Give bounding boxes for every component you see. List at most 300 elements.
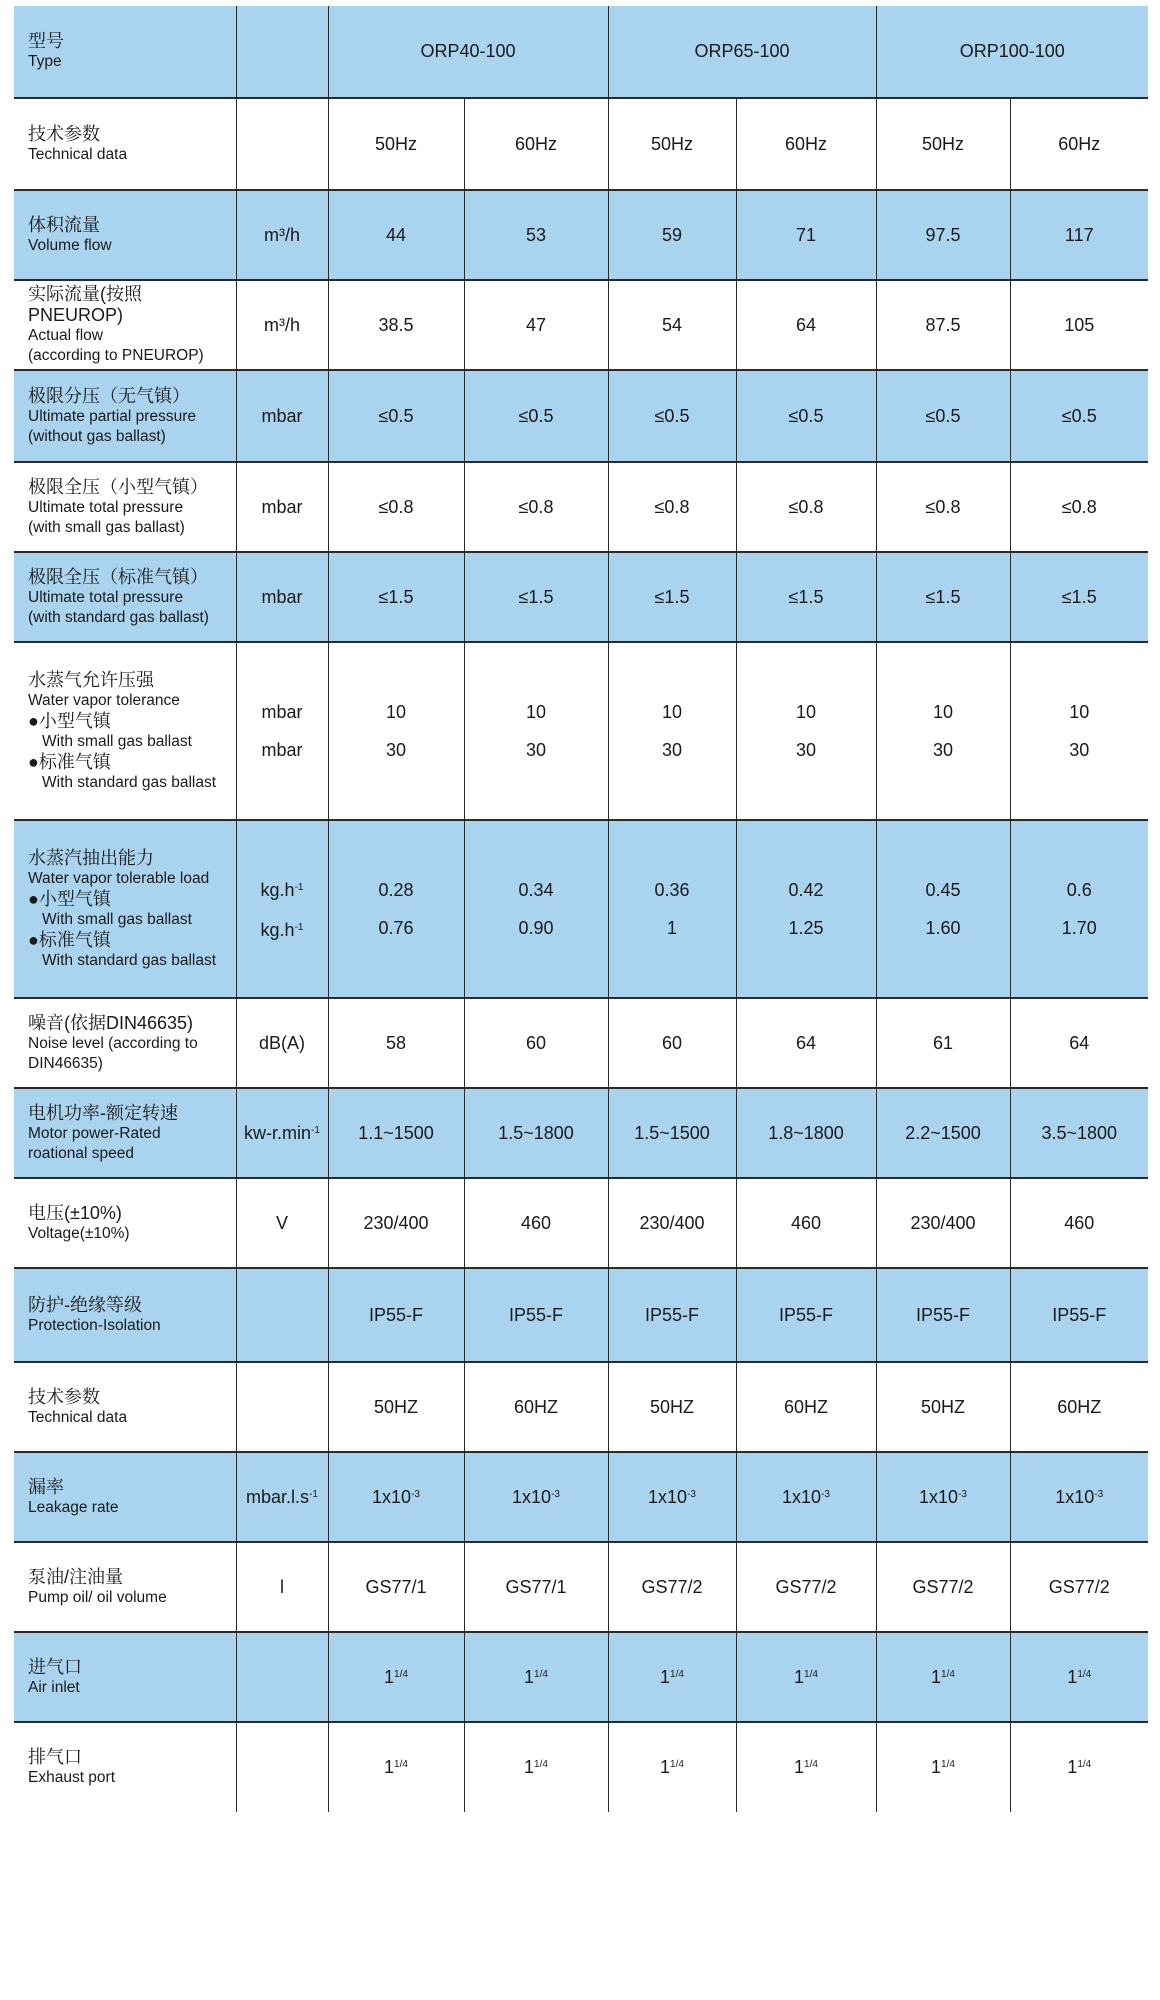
protection-label-zh: 防护-绝缘等级 [28, 1294, 142, 1315]
exhaust-value-cell [608, 1722, 736, 1812]
exhaust-value-exponent: 1/4 [804, 1759, 818, 1770]
protection-value-cell [876, 1268, 1010, 1362]
partial-unit-cell [236, 370, 328, 462]
vapor_tolerance-small-value: 10 [661, 702, 683, 722]
oil-unit: l [280, 1576, 284, 1597]
vapor_load-standard-value: 1.25 [788, 918, 824, 938]
total_std-value-cell [1010, 552, 1148, 642]
tech1-value-cell [1010, 98, 1148, 190]
motor-value: 1.5~1500 [634, 1122, 710, 1143]
total_std-label-en: Ultimate total pressure [28, 588, 184, 606]
motor-value: 1.8~1800 [768, 1122, 844, 1143]
inlet-value-exponent: 1/4 [534, 1668, 548, 1680]
vapor_tolerance-label-zh: 水蒸气允许压强 [28, 669, 154, 690]
leak-value-cell [464, 1452, 608, 1542]
total_std-value-cell [736, 552, 876, 642]
tech2-value: 50HZ [649, 1396, 694, 1417]
total_small-value: ≤0.8 [654, 496, 690, 517]
total_std-value-cell [328, 552, 464, 642]
vapor_load-label-zh: 水蒸汽抽出能力 [28, 847, 154, 868]
exhaust-label-en: Exhaust port [28, 1769, 116, 1786]
volume-value: 59 [661, 224, 683, 245]
total_small-value-cell [464, 462, 608, 552]
voltage-value: 230/400 [910, 1212, 976, 1233]
vapor_tolerance-value-cell [1010, 642, 1148, 820]
exhaust-value-cell [328, 1722, 464, 1812]
actual-value-cell [608, 280, 736, 370]
vapor_tolerance-standard-value: 30 [661, 740, 683, 760]
volume-value-cell [464, 190, 608, 280]
vapor_tolerance-value-cell [876, 642, 1010, 820]
vapor_load-value-cell [328, 820, 464, 998]
volume-unit: m³/h [264, 224, 300, 245]
voltage-value-cell [464, 1178, 608, 1268]
vapor_load-value-cell [464, 820, 608, 998]
protection-value: IP55-F [1052, 1304, 1107, 1325]
motor-unit: kw-r.min [244, 1122, 312, 1143]
vapor_load-value-cell [876, 820, 1010, 998]
oil-label-cell [14, 1542, 236, 1632]
vapor_load-unit-small [237, 869, 328, 909]
volume-label-cell [14, 190, 236, 280]
exhaust-value-cell [876, 1722, 1010, 1812]
protection-value-cell [736, 1268, 876, 1362]
vapor_tolerance-small-value: 10 [525, 702, 547, 722]
motor-value: 2.2~1500 [905, 1122, 981, 1143]
partial-value: ≤0.5 [378, 405, 414, 426]
vapor_load-standard-ballast-zh: ●标准气镇 [28, 929, 111, 950]
voltage-value: 460 [790, 1212, 822, 1233]
tech2-row [14, 1362, 1148, 1452]
leak-value: 1x10 [648, 1486, 688, 1507]
total_std-value: ≤1.5 [925, 586, 961, 607]
vapor_load-value-cell [1010, 820, 1148, 998]
oil-value-cell [736, 1542, 876, 1632]
noise-label-zh: 噪音(依据DIN46635) [28, 1012, 194, 1033]
total_std-row [14, 552, 1148, 642]
inlet-label-zh: 进气口 [28, 1656, 82, 1677]
protection-value: IP55-F [915, 1304, 971, 1325]
vapor_tolerance-value-cell [328, 642, 464, 820]
noise-unit: dB(A) [258, 1032, 305, 1053]
leak-unit: mbar.l.s [246, 1486, 310, 1507]
total_std-label-en: (with standard gas ballast) [28, 608, 209, 626]
protection-row [14, 1268, 1148, 1362]
tech2-value-cell [876, 1362, 1010, 1452]
exhaust-value-exponent: 1/4 [534, 1759, 548, 1770]
motor-value-cell [608, 1088, 736, 1178]
type-label-cell [14, 6, 236, 98]
partial-row [14, 370, 1148, 462]
actual-value: 38.5 [378, 314, 414, 335]
vapor_load-standard-value: 1.70 [1061, 918, 1097, 938]
volume-value: 44 [385, 224, 407, 245]
motor-label-en: roational speed [28, 1144, 134, 1162]
total_small-unit: mbar [261, 496, 303, 517]
vapor_tolerance-unit-standard [237, 731, 328, 769]
total_small-value-cell [1010, 462, 1148, 552]
vapor_tolerance-value-cell [464, 642, 608, 820]
vapor_load-standard-value: 0.90 [518, 918, 554, 938]
protection-label-cell [14, 1268, 236, 1362]
total_small-label-en: (with small gas ballast) [28, 518, 185, 536]
volume-label-zh: 体积流量 [28, 214, 100, 235]
total_std-value: ≤1.5 [1061, 586, 1097, 607]
protection-value-cell [328, 1268, 464, 1362]
leak-label-zh: 漏率 [28, 1476, 64, 1497]
vapor_load-small-value: 0.45 [925, 880, 961, 900]
actual-label-en: (according to PNEUROP) [28, 347, 204, 364]
leak-value: 1x10 [512, 1486, 552, 1507]
inlet-value: 1 [524, 1666, 535, 1687]
motor-value-cell [1010, 1088, 1148, 1178]
spec-table [14, 6, 1148, 1812]
vapor_tolerance-standard-value: 30 [1069, 740, 1090, 760]
inlet-value-cell [736, 1632, 876, 1722]
leak-value-cell [1010, 1452, 1148, 1542]
partial-value-cell [608, 370, 736, 462]
total_std-value: ≤1.5 [518, 586, 554, 607]
vapor_load-small-value: 0.42 [788, 880, 824, 900]
actual-value-cell [464, 280, 608, 370]
vapor_load-small-value: 0.28 [378, 880, 414, 900]
vapor_load-unit-exponent: -1 [294, 922, 304, 933]
motor-value: 3.5~1800 [1041, 1122, 1118, 1143]
motor-value-cell [876, 1088, 1010, 1178]
exhaust-value: 1 [794, 1757, 805, 1777]
vapor_tolerance-small-ballast-zh: ●小型气镇 [28, 710, 111, 731]
actual-value: 87.5 [925, 314, 961, 335]
volume-value: 117 [1064, 224, 1094, 245]
oil-value-cell [328, 1542, 464, 1632]
voltage-label-zh: 电压(±10%) [28, 1202, 122, 1223]
inlet-value: 1 [1067, 1666, 1078, 1687]
leak-value-cell [736, 1452, 876, 1542]
protection-value-cell [608, 1268, 736, 1362]
vapor_load-small-ballast-en: With small gas ballast [42, 910, 192, 928]
tech1-value: 60Hz [784, 133, 828, 154]
leak-value: 1x10 [782, 1486, 822, 1507]
exhaust-label-zh: 排气口 [28, 1747, 82, 1767]
vapor_tolerance-small-ballast-en: With small gas ballast [42, 732, 192, 750]
total_std-unit: mbar [261, 586, 303, 607]
vapor_tolerance-unit-cell [236, 642, 328, 820]
leak-value-cell [328, 1452, 464, 1542]
noise-value: 60 [661, 1032, 683, 1053]
exhaust-value-exponent: 1/4 [941, 1759, 955, 1770]
vapor_tolerance-standard-ballast-zh: ●标准气镇 [28, 751, 111, 772]
vapor_load-unit-standard [237, 909, 328, 949]
total_small-label-en: Ultimate total pressure [28, 498, 184, 516]
inlet-value-exponent: 1/4 [941, 1668, 955, 1680]
model-header: ORP65-100 [608, 6, 876, 98]
vapor_tolerance-row [14, 642, 1148, 820]
voltage-label-en: Voltage(±10%) [28, 1224, 130, 1242]
tech2-label-zh: 技术参数 [28, 1386, 100, 1407]
model-header: ORP100-100 [876, 6, 1148, 98]
noise-value: 58 [385, 1032, 407, 1053]
inlet-value-cell [608, 1632, 736, 1722]
actual-value-cell [736, 280, 876, 370]
noise-value: 64 [795, 1032, 817, 1053]
noise-value-cell [464, 998, 608, 1088]
voltage-value: 230/400 [639, 1212, 705, 1233]
vapor_tolerance-standard-ballast-en: With standard gas ballast [42, 773, 217, 791]
tech1-value-cell [328, 98, 464, 190]
inlet-value: 1 [660, 1666, 671, 1687]
leak-value-exponent: -3 [551, 1488, 560, 1500]
vapor_tolerance-unit: mbar [261, 740, 303, 760]
leak-value: 1x10 [919, 1486, 959, 1507]
noise-row [14, 998, 1148, 1088]
tech2-label-en: Technical data [28, 1408, 128, 1426]
partial-value: ≤0.5 [925, 405, 961, 426]
volume-value: 71 [795, 224, 817, 245]
exhaust-value: 1 [660, 1757, 671, 1777]
noise-value-cell [1010, 998, 1148, 1088]
partial-value-cell [328, 370, 464, 462]
motor-row [14, 1088, 1148, 1178]
vapor_tolerance-small-value: 10 [932, 702, 954, 722]
noise-value: 61 [932, 1032, 954, 1053]
tech1-label-cell [14, 98, 236, 190]
vapor_tolerance-label-en: Water vapor tolerance [28, 691, 180, 709]
tech1-value-cell [876, 98, 1010, 190]
protection-label-en: Protection-Isolation [28, 1316, 161, 1334]
noise-unit-cell [236, 998, 328, 1088]
exhaust-value: 1 [384, 1757, 395, 1777]
voltage-value-cell [876, 1178, 1010, 1268]
oil-value: GS77/1 [505, 1576, 567, 1597]
vapor_load-label-cell [14, 820, 236, 998]
noise-value-cell [608, 998, 736, 1088]
protection-unit-cell [236, 1268, 328, 1362]
volume-row [14, 190, 1148, 280]
voltage-row [14, 1178, 1148, 1268]
exhaust-value-cell [736, 1722, 876, 1812]
oil-row [14, 1542, 1148, 1632]
inlet-value-exponent: 1/4 [670, 1668, 684, 1680]
tech1-value: 50Hz [374, 133, 418, 154]
type-label-en: Type [28, 53, 62, 70]
inlet-unit-cell [236, 1632, 328, 1722]
exhaust-value-exponent: 1/4 [670, 1759, 684, 1770]
oil-value-cell [464, 1542, 608, 1632]
vapor_load-row [14, 820, 1148, 998]
exhaust-value-exponent: 1/4 [394, 1759, 408, 1770]
tech1-value-cell [608, 98, 736, 190]
tech2-value: 60HZ [513, 1396, 558, 1417]
voltage-value-cell [736, 1178, 876, 1268]
oil-value: GS77/2 [641, 1576, 703, 1597]
oil-value-cell [1010, 1542, 1148, 1632]
inlet-value: 1 [384, 1666, 395, 1687]
total_std-value: ≤1.5 [378, 586, 414, 607]
actual-value: 105 [1064, 314, 1095, 335]
motor-unit-cell [236, 1088, 328, 1178]
exhaust-row [14, 1722, 1148, 1812]
total_std-value-cell [464, 552, 608, 642]
actual-label-en: Actual flow [28, 327, 103, 344]
leak-value-exponent: -3 [821, 1488, 830, 1500]
partial-value: ≤0.5 [1061, 405, 1097, 426]
volume-value-cell [1010, 190, 1148, 280]
volume-value: 97.5 [925, 224, 961, 245]
leak-value-exponent: -3 [687, 1488, 696, 1500]
vapor_tolerance-unit: mbar [261, 702, 303, 722]
tech2-value: 50HZ [920, 1396, 965, 1417]
noise-label-cell [14, 998, 236, 1088]
motor-value-cell [736, 1088, 876, 1178]
actual-value: 64 [795, 314, 817, 335]
total_small-value: ≤0.8 [788, 496, 824, 517]
partial-value-cell [464, 370, 608, 462]
vapor_load-unit-cell [236, 820, 328, 998]
leak-value-exponent: -3 [958, 1488, 967, 1500]
voltage-value-cell [1010, 1178, 1148, 1268]
actual-unit: m³/h [264, 314, 300, 335]
exhaust-unit-cell [236, 1722, 328, 1812]
inlet-value-cell [328, 1632, 464, 1722]
exhaust-value-cell [464, 1722, 608, 1812]
protection-value: IP55-F [368, 1304, 424, 1325]
partial-unit: mbar [261, 405, 303, 426]
exhaust-value: 1 [931, 1757, 942, 1777]
vapor_load-small-value: 0.34 [518, 880, 554, 900]
tech1-value: 60Hz [1058, 133, 1101, 154]
vapor_tolerance-unit-small [237, 693, 328, 731]
total_std-value: ≤1.5 [788, 586, 824, 607]
partial-value-cell [876, 370, 1010, 462]
inlet-value-exponent: 1/4 [1077, 1668, 1092, 1680]
oil-value: GS77/2 [1048, 1576, 1110, 1597]
oil-label-zh: 泵油/注油量 [28, 1566, 124, 1587]
leak-label-en: Leakage rate [28, 1498, 119, 1516]
actual-value-cell [328, 280, 464, 370]
actual-unit-cell [236, 280, 328, 370]
partial-value-cell [1010, 370, 1148, 462]
oil-unit-cell [236, 1542, 328, 1632]
motor-value: 1.5~1800 [498, 1122, 574, 1143]
oil-value-cell [608, 1542, 736, 1632]
vapor_load-standard-value: 1.60 [925, 918, 961, 938]
exhaust-value: 1 [524, 1757, 535, 1777]
vapor_tolerance-small-value: 10 [1069, 702, 1090, 722]
total_small-value: ≤0.8 [518, 496, 554, 517]
tech2-value-cell [608, 1362, 736, 1452]
protection-value-cell [464, 1268, 608, 1362]
motor-unit-exponent: -1 [311, 1124, 320, 1136]
noise-value: 64 [1069, 1032, 1090, 1053]
protection-value-cell [1010, 1268, 1148, 1362]
tech1-value: 50Hz [650, 133, 694, 154]
partial-value: ≤0.5 [788, 405, 824, 426]
volume-value-cell [608, 190, 736, 280]
total_small-value: ≤0.8 [378, 496, 414, 517]
actual-value: 54 [661, 314, 683, 335]
total_std-value-cell [608, 552, 736, 642]
voltage-unit: V [275, 1212, 288, 1233]
protection-value: IP55-F [778, 1304, 834, 1325]
inlet-value-cell [464, 1632, 608, 1722]
volume-value-cell [328, 190, 464, 280]
tech1-value: 60Hz [514, 133, 558, 154]
vapor_tolerance-small-value: 10 [795, 702, 817, 722]
total_small-value-cell [736, 462, 876, 552]
volume-label-en: Volume flow [28, 236, 112, 254]
model-header: ORP40-100 [328, 6, 608, 98]
tech1-value: 50Hz [921, 133, 965, 154]
leak-unit-cell [236, 1452, 328, 1542]
vapor_load-small-ballast-zh: ●小型气镇 [28, 888, 111, 909]
noise-value-cell [876, 998, 1010, 1088]
vapor_tolerance-standard-value: 30 [525, 740, 547, 760]
vapor_load-unit-exponent: -1 [294, 882, 304, 893]
tech1-label-en: Technical data [28, 145, 128, 163]
total_small-value: ≤0.8 [925, 496, 961, 517]
voltage-value: 460 [520, 1212, 552, 1233]
spec-sheet [14, 6, 1148, 1812]
tech2-unit-cell [236, 1362, 328, 1452]
leak-unit-exponent: -1 [309, 1488, 318, 1500]
tech2-value-cell [328, 1362, 464, 1452]
actual-value: 47 [525, 314, 547, 335]
partial-label-cell [14, 370, 236, 462]
inlet-row [14, 1632, 1148, 1722]
total_std-value-cell [876, 552, 1010, 642]
partial-label-zh: 极限分压（无气镇） [28, 385, 190, 406]
total_small-value-cell [328, 462, 464, 552]
tech1-value-cell [736, 98, 876, 190]
volume-value: 53 [525, 224, 547, 245]
leak-value-cell [876, 1452, 1010, 1542]
partial-value: ≤0.5 [654, 405, 690, 426]
type-unit-cell [236, 6, 328, 98]
oil-label-en: Pump oil/ oil volume [28, 1588, 167, 1606]
vapor_load-unit: kg.h [260, 880, 295, 900]
voltage-value-cell [328, 1178, 464, 1268]
volume-value-cell [876, 190, 1010, 280]
leak-value: 1x10 [1055, 1486, 1095, 1507]
actual-label-cell [14, 280, 236, 370]
total_small-unit-cell [236, 462, 328, 552]
voltage-value-cell [608, 1178, 736, 1268]
total_small-value: ≤0.8 [1061, 496, 1097, 517]
voltage-label-cell [14, 1178, 236, 1268]
partial-value: ≤0.5 [518, 405, 554, 426]
vapor_load-value-cell [608, 820, 736, 998]
protection-value: IP55-F [644, 1304, 700, 1325]
leak-label-cell [14, 1452, 236, 1542]
total_small-value-cell [608, 462, 736, 552]
vapor_load-value-cell [736, 820, 876, 998]
volume-unit-cell [236, 190, 328, 280]
voltage-value: 460 [1064, 1212, 1095, 1233]
tech2-value: 50HZ [373, 1396, 418, 1417]
volume-value-cell [736, 190, 876, 280]
vapor_tolerance-value-cell [736, 642, 876, 820]
motor-label-en: Motor power-Rated [28, 1124, 161, 1142]
tech1-label-zh: 技术参数 [28, 123, 100, 144]
leak-value-cell [608, 1452, 736, 1542]
noise-value: 60 [525, 1032, 547, 1053]
vapor_load-label-en: Water vapor tolerable load [28, 869, 210, 887]
partial-value-cell [736, 370, 876, 462]
tech2-value: 60HZ [1057, 1396, 1102, 1417]
vapor_load-small-value: 0.36 [654, 880, 690, 900]
actual-row [14, 280, 1148, 370]
leak-value-exponent: -3 [411, 1488, 420, 1500]
